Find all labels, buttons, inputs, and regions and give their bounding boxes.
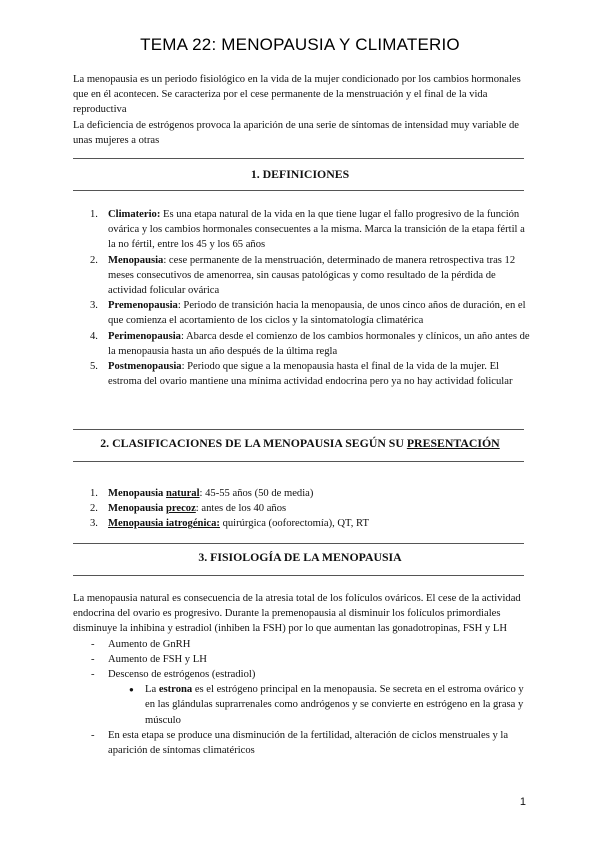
divider — [73, 429, 524, 430]
list-item: 3. Premenopausia: Periodo de transición hacia la menopausia, de unos cinco años de duración, en el que comienza el acortamiento de los ciclos y la sintomatología climatérica — [90, 300, 526, 327]
divider — [73, 575, 524, 576]
list-item: - Aumento de FSH y LH — [91, 653, 207, 665]
intro-text — [73, 72, 535, 148]
section-3-heading: 3. FISIOLOGÍA DE LA MENOPAUSIA — [198, 550, 402, 564]
classifications-list — [73, 486, 533, 532]
list-item: 3. Menopausia iatrogénica: quirúrgica (ooforectomía), QT, RT — [90, 518, 369, 530]
list-item: ● La estrona es el estrógeno principal en la menopausia. Se secreta en el estroma ovárico y en las glándulas suprarrenales como andrógenos y se convierte en estrógeno en la grasa y músculo — [129, 684, 524, 726]
list-item: 4. Perimenopausia: Abarca desde el comienzo de los cambios hormonales y clínicos, un año antes de la menopausia hasta un año después de la última regla — [90, 330, 530, 357]
section-1-heading: 1. DEFINICIONES — [250, 167, 350, 181]
divider — [73, 461, 524, 462]
list-item: 2. Menopausia precoz: antes de los 40 años — [90, 503, 287, 515]
list-item: 1. Climaterio: Es una etapa natural de la vida en la que tiene lugar el fallo progresivo de la función ovárica y los cambios hormonales consecuentes a la misma. Marca la transición de la etapa fértil a la no fértil, entre los 45 y los 65 años — [90, 209, 525, 251]
physiology-list — [73, 637, 535, 683]
list-item: - Descenso de estrógenos (estradiol) — [91, 669, 256, 681]
physiology-section — [73, 591, 535, 758]
definitions-list — [73, 207, 533, 389]
document-title: TEMA 22: MENOPAUSIA Y CLIMATERIO — [140, 35, 460, 54]
list-item: 2. Menopausia: cese permanente de la menstruación, determinado de manera retrospectiva tras 12 meses consecutivos de amenorrea, sin causas patológicas y como resultado de la pérdida de actividad folicular ovárica — [90, 254, 516, 297]
intro-paragraph-1: La menopausia es un periodo fisiológico en la vida de la mujer condicionado por los cambios hormonales que en él acontecen. Se caracteriza por el cese permanente de la menstruación y el final de la vida reproductiva — [73, 74, 521, 116]
list-item: - En esta etapa se produce una disminución de la fertilidad, alteración de ciclos menstruales y la aparición de síntomas climatéricos — [91, 729, 509, 757]
divider — [73, 190, 524, 191]
physiology-paragraph: La menopausia natural es consecuencia de la atresia total de los folículos ováricos. El cese de la actividad endocrina del ovario es progresivo. Durante la premenopausia al disminuir los folículos primordiales disminuye la inhibina y estradiol (inhiben la FSH) por lo que aumentan las gonadotropinas, FSH y LH — [73, 593, 521, 635]
bullet-icon: ● — [129, 685, 134, 695]
physiology-list — [73, 728, 535, 758]
estrona-sublist — [73, 682, 535, 728]
intro-paragraph-2: La deficiencia de estrógenos provoca la aparición de una serie de síntomas de intensidad muy variable de unas mujeres a otras — [73, 119, 519, 146]
divider — [73, 158, 524, 159]
list-item: - Aumento de GnRH — [91, 638, 191, 650]
section-2-heading: 2. CLASIFICACIONES DE LA MENOPAUSIA SEGÚN SU PRESENTACIÓN — [100, 436, 500, 450]
list-item: 1. Menopausia natural: 45-55 años (50 de media) — [90, 488, 314, 499]
page-number: 1 — [519, 796, 526, 808]
divider — [73, 543, 524, 544]
list-item: 5. Postmenopausia: Periodo que sigue a la menopausia hasta el final de la vida de la mujer. El estroma del ovario mantiene una mínima actividad endocrina pero ya no hay actividad folicular — [90, 361, 513, 388]
